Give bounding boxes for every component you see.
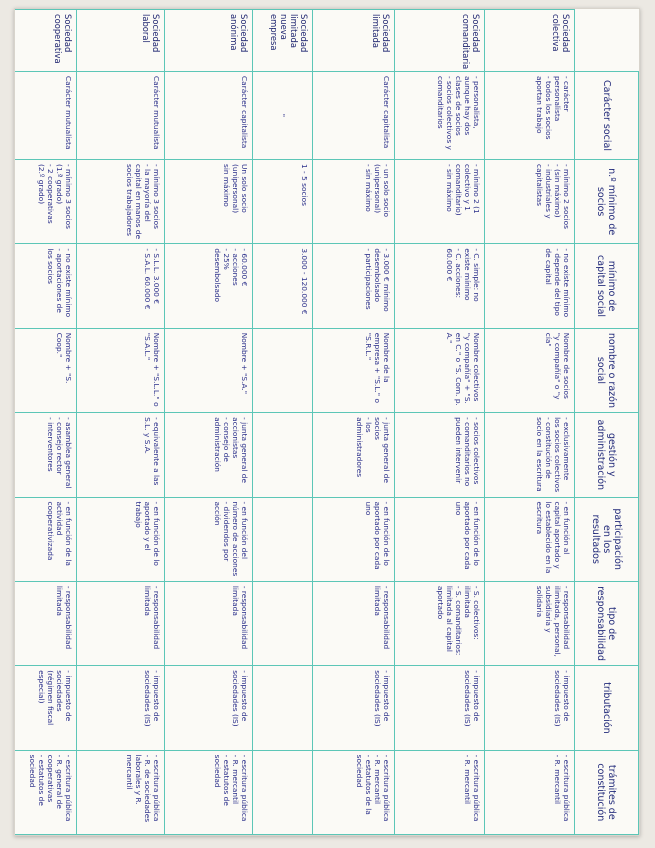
row-header: Sociedad colectiva (485, 10, 575, 72)
table-cell: - escritura pública - R. mercantil - estatutos de sociedad (165, 750, 253, 834)
rotated-page (15, 9, 639, 835)
table-cell: - equivalente a las S.L. y S.A. (77, 413, 165, 497)
table-cell: - escritura pública - R. mercantil (395, 750, 485, 834)
table-cell: " (253, 72, 313, 160)
table-cell: - exclusivamente los socios colectivos - constitución de socio en la escritura (485, 413, 575, 497)
column-header: tipo de responsabilidad (575, 581, 639, 665)
table-cell (253, 328, 313, 412)
table-cell: - personalista, aunque hay dos clases de socios - socios colectivos y comanditarios (395, 72, 485, 160)
table-cell: Nombre colectivos "y compañía" + "S. en C." o "S. Com. p. A." (395, 328, 485, 412)
row-header: Sociedad limitada (313, 10, 395, 72)
table-cell: - responsabilidad ilimitada, personal, subsidiaria y solidaria (485, 581, 575, 665)
table-cell: - impuesto de sociedades (IS) (165, 666, 253, 750)
table-cell (253, 750, 313, 834)
table-cell: - mínimo 2 (1 colectivo y 1 comanditario) - sin máximo (395, 160, 485, 244)
table-cell: 1 - 5 socios (253, 160, 313, 244)
table-cell: Un solo socio (unipersonal) sin máximo (165, 160, 253, 244)
table-cell: - junta general de accionistas - consejo de administración (165, 413, 253, 497)
comparison-table (14, 9, 639, 835)
table-cell: - no existe mínimo - depende del tipo de capital (485, 244, 575, 328)
table-cell (253, 413, 313, 497)
column-header: participación en los resultados (575, 497, 639, 581)
table-cell: - impuesto de sociedades (IS) (313, 666, 395, 750)
table-cell: Nombre + "S.A." (165, 328, 253, 412)
table-cell: Nombre de la empresa + "S.L." o "S.R.L." (313, 328, 395, 412)
column-header: mínimo de capital social (575, 244, 639, 328)
table-row (485, 10, 575, 835)
table-cell: Carácter mutualista (15, 72, 77, 160)
table-cell: - C. simple: no existe mínimo - C. acciones: 60.000 € (395, 244, 485, 328)
table-cell: - impuesto de sociedades (IS) (485, 666, 575, 750)
row-header: Sociedad comanditaria (395, 10, 485, 72)
table-cell: - impuesto de sociedades (IS) (395, 666, 485, 750)
table-cell: - responsabilidad limitada (165, 581, 253, 665)
table-cell: - escritura pública - R. general de cooperativas - estatutos de sociedad (15, 750, 77, 834)
table-cell: Nombre + "S.L.L." o "S.A.L." (77, 328, 165, 412)
table-cell: - impuesto de sociedades (IS) (77, 666, 165, 750)
table-row (165, 10, 253, 835)
row-header: Sociedad limitada nueva empresa (253, 10, 313, 72)
table-row (395, 10, 485, 835)
table-cell: - S. colectivos: ilimitada - S. comanditarios: limitada al capital aportado (395, 581, 485, 665)
table-cell: Nombre de socios "y compañía" o "y cía" (485, 328, 575, 412)
table-cell: 3.000 - 120.000 € (253, 244, 313, 328)
table-cell: - responsabilidad limitada (15, 581, 77, 665)
table-cell: Carácter mutualista (77, 72, 165, 160)
table-cell: - en función de la actividad cooperativizada (15, 497, 77, 581)
table-cell: - en función al capital aportado y lo establecido en la escritura (485, 497, 575, 581)
corner-cell (575, 10, 639, 72)
column-header: n.º mínimo de socios (575, 160, 639, 244)
header-row (575, 10, 639, 835)
row-header: Sociedad cooperativa (15, 10, 77, 72)
table-cell: - junta general de socios - los administradores (313, 413, 395, 497)
table-cell: - responsabilidad limitada (313, 581, 395, 665)
table-cell: - un solo socio (unipersonal) - sin máximo (313, 160, 395, 244)
table-cell: - en función del número de acciones - dividendos por acción (165, 497, 253, 581)
table-cell: - S.L.L. 3.000 € - S.A.L. 60.000 € (77, 244, 165, 328)
table-cell: - asamblea general - consejo rector - interventores (15, 413, 77, 497)
table-cell (253, 666, 313, 750)
table-row (253, 10, 313, 835)
table-cell: - escritura pública - R. de sociedades laborales y R. mercantil (77, 750, 165, 834)
column-header: nombre o razón social (575, 328, 639, 412)
table-cell: - 3.000 € mínimo desembolsado - participaciones (313, 244, 395, 328)
table-cell (253, 581, 313, 665)
table-cell: Carácter capitalista (313, 72, 395, 160)
column-header: tributación (575, 666, 639, 750)
table-cell: - mínimo 3 socios - la mayoría del capital en manos de socios trabajadores (77, 160, 165, 244)
table-cell: - en función de lo aportado por cada uno (395, 497, 485, 581)
column-header: trámites de constitución (575, 750, 639, 834)
table-cell: Nombre + "S. Coop." (15, 328, 77, 412)
table-row (77, 10, 165, 835)
table-cell: - en función de lo aportado y el trabajo (77, 497, 165, 581)
table-cell: - mínimo 3 socios (1.ª grado) - 2 cooperativas (2.º grado) (15, 160, 77, 244)
paper-sheet (14, 8, 640, 836)
table-cell: - mínimo 2 socios - (sin máximo) - industriales y capitalistas (485, 160, 575, 244)
table-cell: - responsabilidad limitada (77, 581, 165, 665)
table-cell (253, 497, 313, 581)
table-cell: - carácter personalista - todos los socios aportan trabajo (485, 72, 575, 160)
table-cell: - impuesto de sociedades (régimen fiscal especial) (15, 666, 77, 750)
table-cell: - escritura pública - R. mercantil - estatutos de la sociedad (313, 750, 395, 834)
table-cell: - en función de lo aportado por cada uno (313, 497, 395, 581)
table-cell: Carácter capitalista (165, 72, 253, 160)
row-header: Sociedad laboral (77, 10, 165, 72)
column-header: gestión y administración (575, 413, 639, 497)
table-cell: - no existe mínimo - aportaciones de los socios (15, 244, 77, 328)
table-cell: - escritura pública - R. mercantil (485, 750, 575, 834)
table-row (15, 10, 77, 835)
table-cell: - 60.000 € - acciones - 25% desembolsado (165, 244, 253, 328)
table-body (15, 10, 575, 835)
column-header: Carácter social (575, 72, 639, 160)
table-row (313, 10, 395, 835)
table-cell: - socios colectivos - comanditarios no pueden intervenir (395, 413, 485, 497)
row-header: Sociedad anónima (165, 10, 253, 72)
